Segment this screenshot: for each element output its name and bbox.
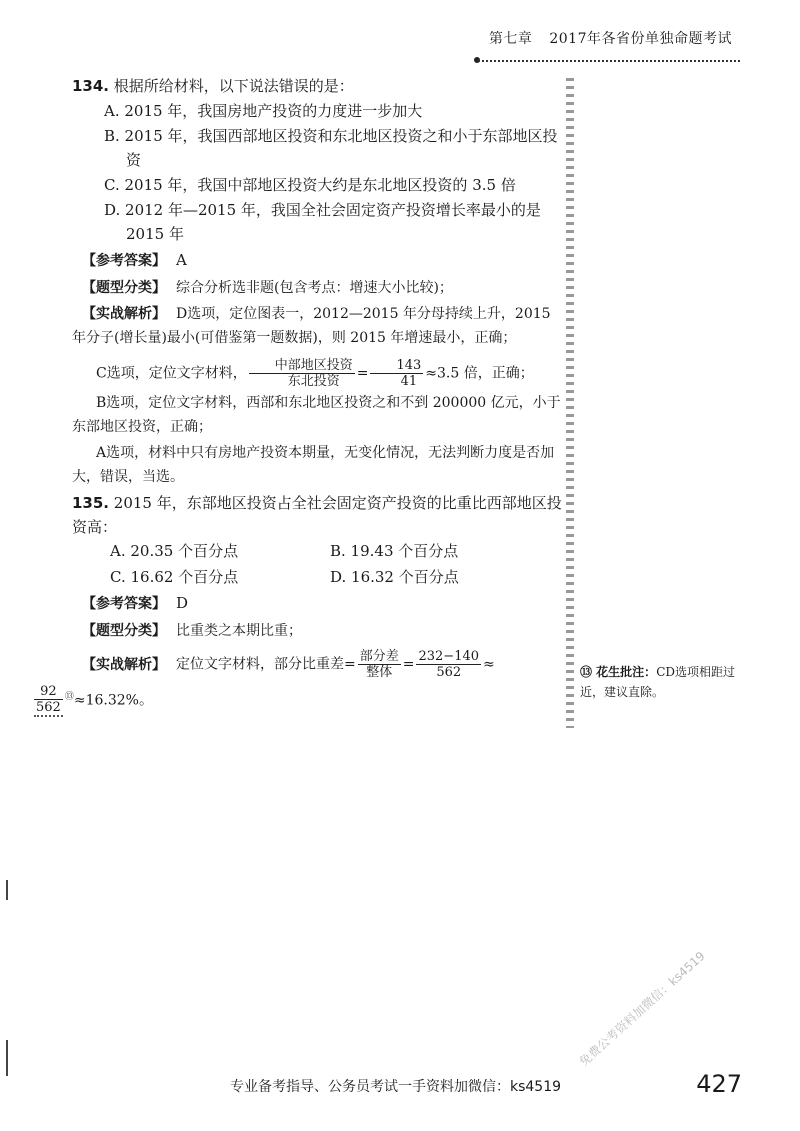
analysis-row [72, 649, 562, 680]
approx-sign: ≈ [483, 656, 495, 673]
equals-sign: = [402, 656, 415, 673]
margin-note [580, 662, 745, 702]
header-title: 2017年各省份单独命题考试 [549, 31, 732, 47]
fraction-numerator: 92 [34, 684, 63, 700]
note-heading: ⑬ 花生批注： [580, 665, 657, 679]
fraction-denominator: 东北投资 [287, 374, 340, 389]
type-row [72, 618, 562, 643]
fraction [416, 649, 481, 680]
annotation-marker: ⑬ [64, 691, 74, 702]
analysis-result-row [32, 684, 562, 717]
footer-text: 专业备考指导、公务员考试一手资料加微信：ks4519 [230, 1079, 562, 1095]
type-value: 比重类之本期比重； [176, 623, 302, 639]
question-134 [72, 74, 562, 98]
fraction [370, 358, 423, 389]
answer-row [72, 591, 562, 616]
analysis-text: 定位文字材料，部分比重差= [176, 656, 356, 673]
answer-value: A [176, 251, 187, 269]
options-grid [110, 539, 562, 589]
analysis-c-result: ≈3.5 倍，正确； [425, 365, 534, 382]
analysis-label: 【实战解析】 [82, 306, 166, 322]
analysis-c-text: C选项，定位文字材料， [96, 365, 247, 382]
option-c: C. 2015 年，我国中部地区投资大约是东北地区投资的 3.5 倍 [104, 176, 516, 194]
fraction [34, 684, 63, 717]
main-content [36, 74, 562, 719]
fraction-numerator: 232−140 [418, 649, 480, 664]
option-c: C. 16.62 个百分点 [110, 568, 239, 586]
fraction-numerator: 部分差 [359, 649, 399, 664]
analysis-result: ≈16.32%。 [73, 692, 153, 709]
fraction-denominator: 562 [36, 700, 61, 715]
analysis-a: A选项，材料中只有房地产投资本期量，无变化情况，无法判断力度是否加大，错误，当选。 [72, 445, 555, 485]
question-135 [72, 491, 562, 539]
answer-label: 【参考答案】 [82, 596, 166, 612]
answer-label: 【参考答案】 [82, 253, 166, 269]
option-d: D. 16.32 个百分点 [330, 568, 459, 586]
fraction-denominator: 41 [400, 374, 418, 389]
watermark: 免费公考资料加微信：ks4519 [576, 948, 708, 1069]
fraction [358, 649, 401, 680]
fraction-denominator: 整体 [366, 665, 393, 680]
header-dotted-rule [478, 60, 740, 62]
analysis-label: 【实战解析】 [82, 656, 166, 673]
margin-mark [6, 880, 8, 900]
analysis-c [72, 358, 562, 389]
type-row [72, 275, 562, 300]
equals-sign: = [356, 365, 369, 382]
fraction-numerator: 143 [370, 358, 423, 374]
fraction [249, 358, 355, 389]
analysis-b: B选项，定位文字材料，西部和东北地区投资之和不到 200000 亿元，小于东部地区投资，正确； [72, 395, 561, 435]
analysis-row [72, 302, 562, 350]
fraction-numerator: 中部地区投资 [249, 358, 355, 374]
question-stem: 根据所给材料，以下说法错误的是： [113, 77, 354, 95]
option-a: A. 20.35 个百分点 [110, 542, 239, 560]
analysis-d: D选项，定位图表一，2012—2015 年分母持续上升，2015 年分子(增长量)最小(可借鉴第一题数据)，则 2015 年增速最小，正确； [72, 306, 551, 346]
page-number: 427 [696, 1070, 742, 1098]
type-label: 【题型分类】 [82, 280, 166, 296]
answer-value: D [176, 594, 189, 612]
option-b: B. 19.43 个百分点 [330, 542, 459, 560]
option-b: B. 2015 年，我国西部地区投资和东北地区投资之和小于东部地区投资 [104, 127, 558, 169]
note-text: CD选项相距过近，建议直除。 [580, 665, 735, 699]
question-number: 135. [72, 494, 110, 512]
header-chapter: 第七章 [488, 31, 533, 47]
type-label: 【题型分类】 [82, 623, 166, 639]
running-header [489, 28, 732, 48]
margin-wavy-divider [566, 78, 574, 728]
question-number: 134. [72, 77, 110, 95]
fraction-denominator: 562 [436, 665, 462, 680]
margin-mark [6, 1040, 8, 1076]
option-a: A. 2015 年，我国房地产投资的力度进一步加大 [104, 102, 423, 120]
type-value: 综合分析选非题(包含考点：增速大小比较)； [176, 280, 453, 296]
answer-row [72, 248, 562, 273]
question-stem: 2015 年，东部地区投资占全社会固定资产投资的比重比西部地区投资高： [72, 494, 562, 536]
option-d: D. 2012 年—2015 年，我国全社会固定资产投资增长率最小的是 2015 年 [104, 201, 541, 243]
